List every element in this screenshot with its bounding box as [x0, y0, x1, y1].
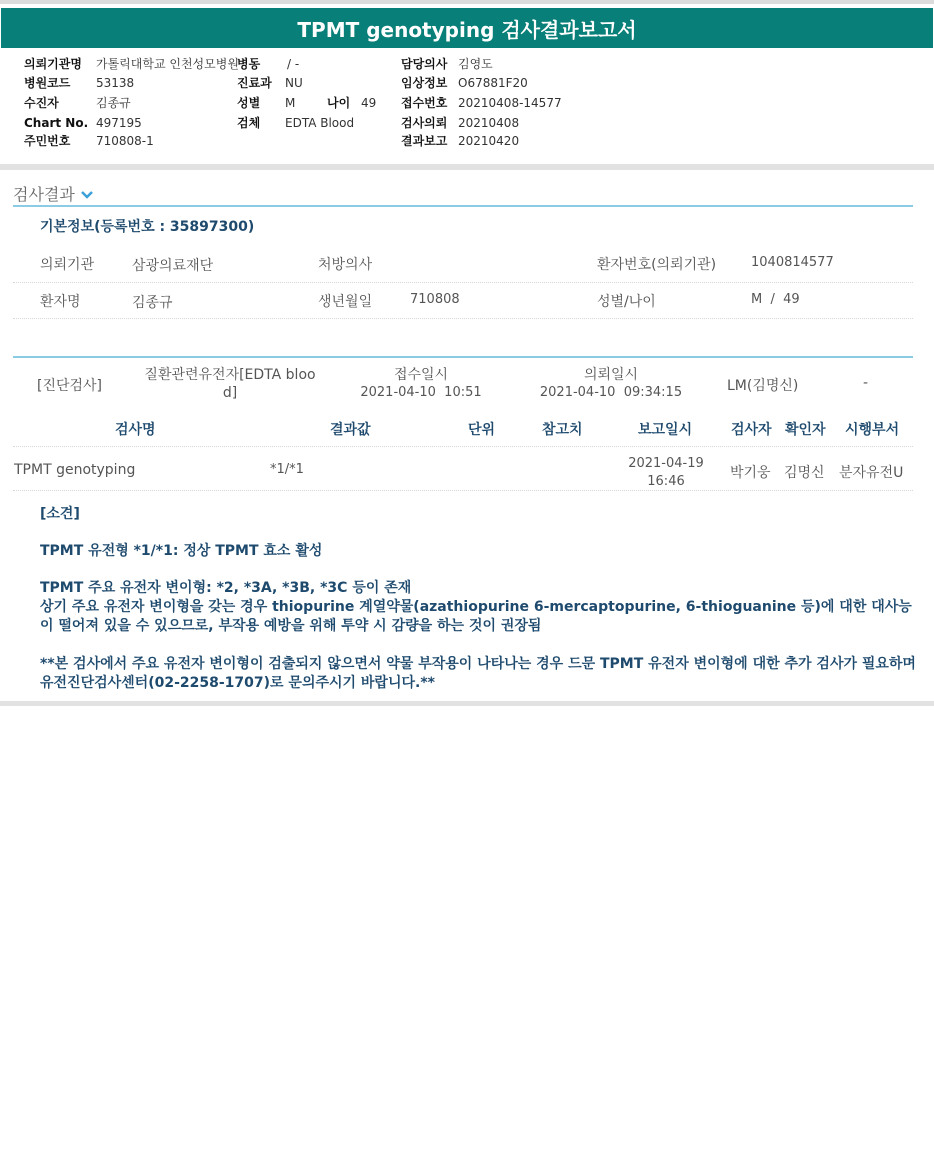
row-report-datetime: [616, 455, 716, 491]
order-divider: [13, 356, 913, 358]
header-row-accession: 접수번호 20210408-14577: [401, 96, 562, 110]
header-row-ward: 병동 / -: [237, 57, 300, 71]
lab-name: LM(김명신): [727, 378, 799, 394]
basic-info-title: 기본정보(등록번호 : 35897300): [40, 219, 255, 235]
sex-age-value: M / 49: [751, 292, 800, 307]
header-row-specimen: 검체 EDTA Blood: [237, 116, 355, 130]
order-test-name: [130, 366, 330, 402]
col-header-result: 결과값: [330, 422, 371, 438]
header-row-id: 주민번호 710808-1: [24, 134, 154, 148]
col-header-dept: 시행부서: [845, 422, 900, 438]
section-separator: [0, 164, 934, 170]
header-row-dept: 진료과 NU: [237, 76, 303, 90]
opinion-genotype: TPMT 유전형 *1/*1: 정상 TPMT 효소 활성: [40, 543, 323, 559]
header-row-hospital-code: 병원코드 53138: [24, 76, 135, 90]
header-row-request-date: 검사의뢰 20210408: [401, 116, 520, 130]
col-header-ref: 참고치: [542, 422, 583, 438]
col-header-tester: 검사자: [731, 422, 772, 438]
requested-label: 의뢰일시: [583, 367, 639, 383]
top-border: [0, 0, 934, 4]
row-report-time: 16:46: [647, 474, 685, 489]
requested-value: 2021-04-10 09:34:15: [539, 385, 683, 400]
table-row-divider: [13, 490, 913, 491]
requesting-org-label: 의뢰기관: [40, 257, 95, 273]
opinion-variants-detail: 상기 주요 유전자 변이형을 갖는 경우 thiopurine 계열약물(azathiopurine 6-mercaptopurine, 6-thioguanine 등)에 대한 대사능이 떨어져 있을 수 있으므로, 부작용 예방을 위해 투약 시 감량을 하는 것이 권장됨: [40, 599, 912, 634]
opinion-variants: TPMT 주요 유전자 변이형: *2, *3A, *3B, *3C 등이 존재: [40, 580, 412, 596]
header-row-age: 나이 49: [327, 96, 377, 110]
received-label: 접수일시: [393, 367, 449, 383]
row-report-date: 2021-04-19: [628, 456, 704, 471]
row-divider: [13, 318, 913, 319]
row-dept: 분자유전U: [839, 465, 904, 481]
sex-age-label: 성별/나이: [597, 294, 656, 310]
chevron-down-icon[interactable]: [80, 185, 94, 204]
col-header-report-date: 보고일시: [638, 422, 693, 438]
received-block: [346, 366, 496, 402]
patient-no-label: 환자번호(의뢰기관): [597, 257, 717, 273]
requested-block: [536, 366, 686, 402]
opinion-heading: [소견]: [40, 506, 80, 522]
result-section-toggle[interactable]: [13, 182, 94, 205]
row-test-name: TPMT genotyping: [14, 462, 136, 478]
row-result: *1/*1: [270, 462, 304, 477]
header-row-org: 의뢰기관명 가톨릭대학교 인천성모병원: [24, 57, 239, 71]
header-row-sex: 성별 M: [237, 96, 296, 110]
bottom-separator: [0, 701, 934, 706]
dob-label: 생년월일: [318, 294, 373, 310]
header-row-report-date: 결과보고 20210420: [401, 134, 520, 148]
order-test-line2: d]: [222, 385, 238, 401]
col-header-confirmer: 확인자: [785, 422, 826, 438]
section-label: 검사결과: [13, 185, 75, 204]
header-row-doctor: 담당의사 김영도: [401, 57, 493, 71]
col-header-test: 검사명: [115, 422, 156, 438]
section-divider: [13, 205, 913, 207]
order-test-line1: 질환관련유전자[EDTA bloo: [144, 367, 316, 383]
received-value: 2021-04-10 10:51: [360, 385, 482, 400]
header-row-chart: Chart No. 497195: [24, 116, 142, 130]
requesting-org-value: 삼광의료재단: [132, 258, 214, 274]
row-confirmer: 김명신: [784, 465, 825, 481]
header-row-patient: 수진자 김종규: [24, 96, 131, 110]
prescriber-label: 처방의사: [318, 257, 373, 273]
row-divider: [13, 282, 913, 283]
header-row-clinical: 임상정보 O67881F20: [401, 76, 528, 90]
dob-value: 710808: [410, 292, 460, 307]
patient-name-label: 환자명: [40, 294, 81, 310]
table-header-divider: [13, 446, 913, 447]
row-tester: 박기웅: [730, 465, 771, 481]
patient-no-value: 1040814577: [751, 255, 834, 270]
col-header-unit: 단위: [468, 422, 496, 438]
opinion-notice: **본 검사에서 주요 유전자 변이형이 검출되지 않으면서 약물 부작용이 나타나는 경우 드문 TPMT 유전자 변이형에 대한 추가 검사가 필요하며 유전진단검사센터(02-2258-1707)로 문의주시기 바랍니다.**: [40, 656, 916, 691]
lab-dash: -: [863, 375, 869, 391]
order-category: [진단검사]: [37, 378, 103, 394]
patient-name-value: 김종규: [132, 295, 173, 311]
report-title: TPMT genotyping 검사결과보고서: [1, 8, 933, 48]
